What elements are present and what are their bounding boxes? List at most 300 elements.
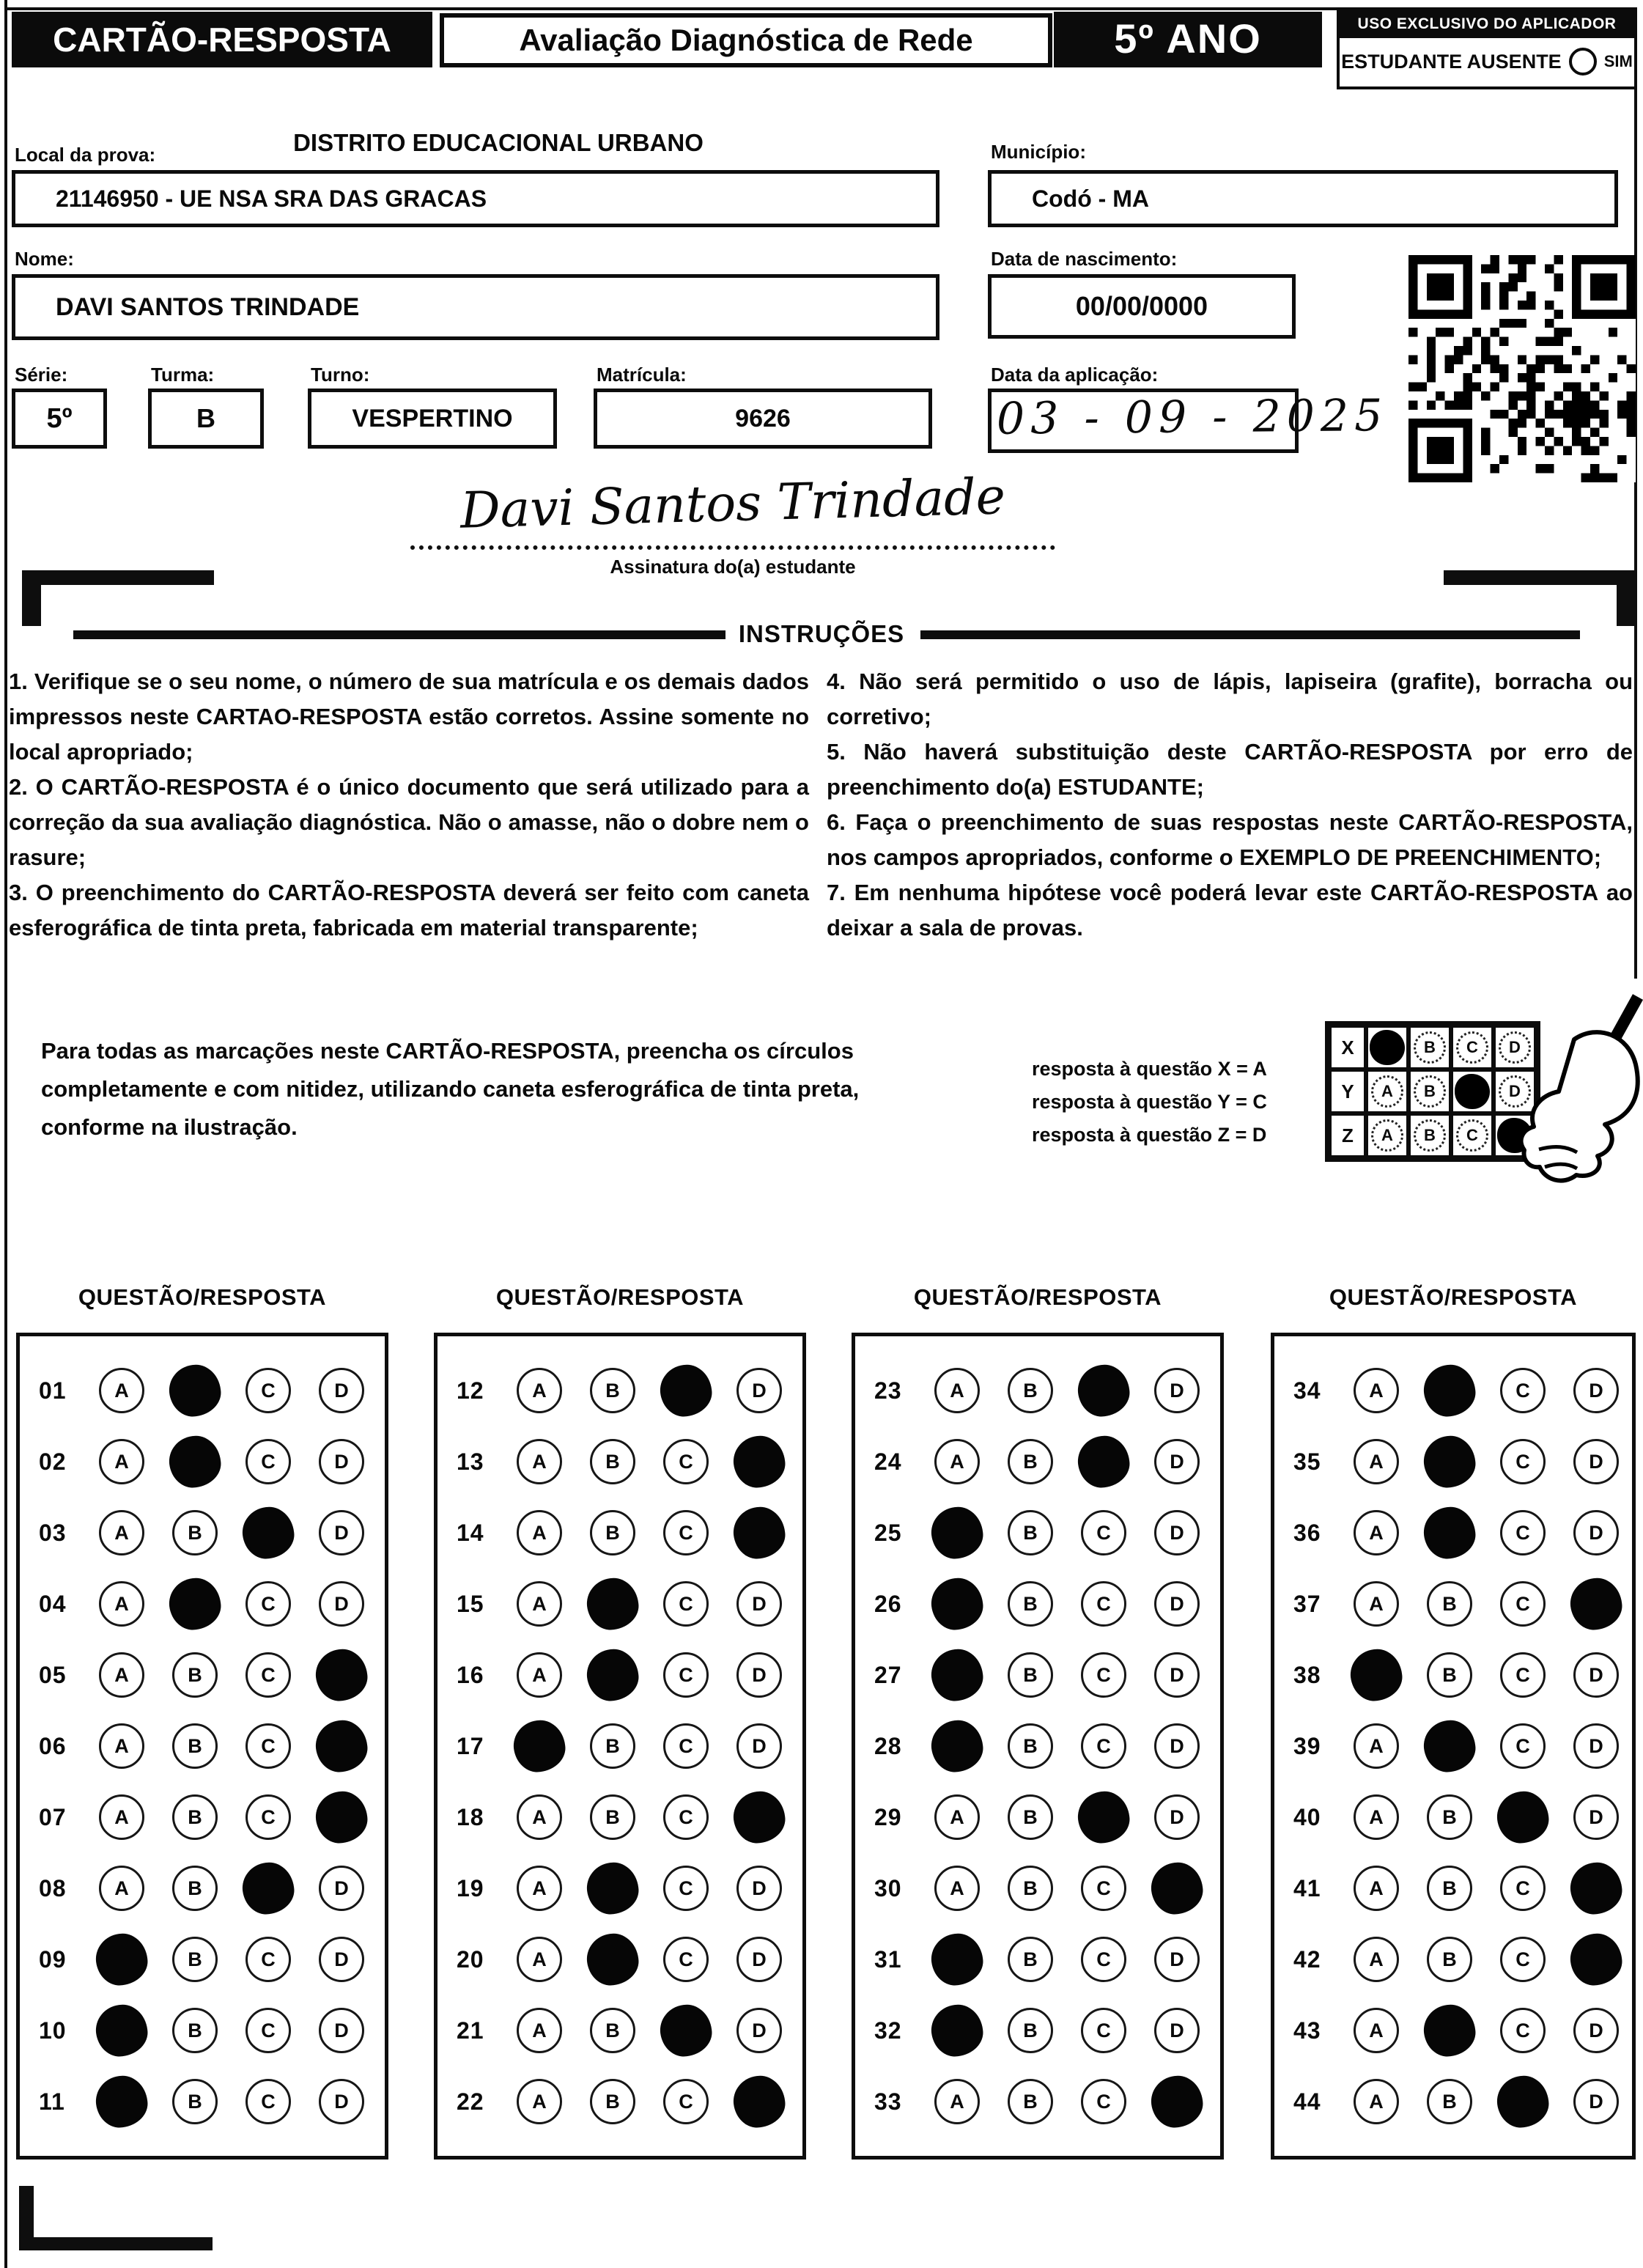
bubble-13-C[interactable]: C <box>663 1439 709 1484</box>
instruction-item: 6. Faça o preenchimento de suas respostas neste CARTÃO-RESPOSTA, nos campos apropriados, conforme o EXEMPLO DE PREENCHIMENTO; <box>827 809 1633 870</box>
instruction-item: 1. Verifique se o seu nome, o número de sua matrícula e os demais dados impressos neste CARTAO-RESPOSTA estão corretos. Assine somente no local apropriado; <box>9 669 809 765</box>
question-row <box>20 1510 385 1555</box>
instructions-rule-left <box>73 630 725 639</box>
bubble-31-C[interactable]: C <box>1081 1937 1126 1982</box>
question-row <box>855 1866 1220 1911</box>
bubble-09-D[interactable]: D <box>319 1937 364 1982</box>
bubble-01-D[interactable]: D <box>319 1368 364 1413</box>
bubble-22-C[interactable]: C <box>663 2079 709 2124</box>
bubble-43-A[interactable]: A <box>1354 2008 1399 2053</box>
bubble-34-C[interactable]: C <box>1500 1368 1546 1413</box>
question-number: 32 <box>874 2017 902 2044</box>
bubble-02-D[interactable]: D <box>319 1439 364 1484</box>
bubble-41-B[interactable]: B <box>1427 1866 1472 1911</box>
bubble-26-A[interactable] <box>928 1575 986 1632</box>
bubble-20-D[interactable]: D <box>736 1937 782 1982</box>
question-row <box>1274 1866 1632 1911</box>
bubble-06-A[interactable]: A <box>99 1723 144 1769</box>
question-number: 01 <box>39 1377 67 1404</box>
bubble-41-D[interactable] <box>1568 1860 1625 1917</box>
bubble-44-A[interactable]: A <box>1354 2079 1399 2124</box>
bubble-38-A[interactable] <box>1348 1646 1405 1704</box>
instruction-item: 4. Não será permitido o uso de lápis, lapiseira (grafite), borracha ou corretivo; <box>827 669 1633 729</box>
bubble-24-D[interactable]: D <box>1154 1439 1200 1484</box>
bubble-14-A[interactable]: A <box>517 1510 562 1555</box>
example-row-label: Y <box>1329 1069 1366 1113</box>
bubble-18-A[interactable]: A <box>517 1794 562 1840</box>
question-row <box>855 1510 1220 1555</box>
question-number: 28 <box>874 1732 902 1759</box>
question-number: 37 <box>1293 1590 1321 1617</box>
question-row <box>855 1439 1220 1484</box>
bubble-40-B[interactable]: B <box>1427 1794 1472 1840</box>
example-bubble-Z-B: B <box>1414 1119 1446 1152</box>
question-row <box>20 1368 385 1413</box>
bubble-32-B[interactable]: B <box>1008 2008 1053 2053</box>
bubble-37-D[interactable] <box>1568 1575 1625 1632</box>
bubble-38-D[interactable]: D <box>1573 1652 1619 1698</box>
bubble-27-B[interactable]: B <box>1008 1652 1053 1698</box>
bubble-16-D[interactable]: D <box>736 1652 782 1698</box>
bubble-09-A[interactable] <box>93 1931 150 1988</box>
bubble-41-A[interactable]: A <box>1354 1866 1399 1911</box>
bubble-05-C[interactable]: C <box>245 1652 291 1698</box>
bubble-07-D[interactable] <box>313 1789 370 1846</box>
bubble-29-A[interactable]: A <box>934 1794 980 1840</box>
bubble-11-A[interactable] <box>93 2073 150 2130</box>
question-row <box>1274 2079 1632 2124</box>
question-row <box>855 1581 1220 1627</box>
bubble-27-C[interactable]: C <box>1081 1652 1126 1698</box>
hand-with-pen-illustration <box>1488 994 1643 1207</box>
bubble-40-A[interactable]: A <box>1354 1794 1399 1840</box>
bubble-44-D[interactable]: D <box>1573 2079 1619 2124</box>
bubble-44-B[interactable]: B <box>1427 2079 1472 2124</box>
question-row <box>437 1510 802 1555</box>
question-number: 09 <box>39 1945 67 1973</box>
question-number: 44 <box>1293 2088 1321 2115</box>
question-number: 31 <box>874 1945 902 1973</box>
bubble-02-A[interactable]: A <box>99 1439 144 1484</box>
example-cell <box>1408 1026 1451 1069</box>
bubble-42-B[interactable]: B <box>1427 1937 1472 1982</box>
bubble-39-C[interactable]: C <box>1500 1723 1546 1769</box>
bubble-17-A[interactable] <box>511 1717 568 1775</box>
bubble-41-C[interactable]: C <box>1500 1866 1546 1911</box>
bubble-17-D[interactable]: D <box>736 1723 782 1769</box>
question-row <box>437 1439 802 1484</box>
bubble-43-C[interactable]: C <box>1500 2008 1546 2053</box>
example-bubble-Z-C: C <box>1456 1119 1488 1152</box>
bubble-44-C[interactable] <box>1494 2073 1551 2130</box>
bubble-13-B[interactable]: B <box>590 1439 635 1484</box>
bubble-11-B[interactable]: B <box>172 2079 218 2124</box>
bubble-07-B[interactable]: B <box>172 1794 218 1840</box>
question-row <box>855 1794 1220 1840</box>
bubble-32-C[interactable]: C <box>1081 2008 1126 2053</box>
bubble-04-B[interactable] <box>166 1575 224 1632</box>
example-bubble-X-C: C <box>1456 1031 1488 1064</box>
example-bubble-X-A <box>1370 1030 1405 1065</box>
question-row <box>437 1652 802 1698</box>
question-number: 06 <box>39 1732 67 1759</box>
question-row <box>20 1581 385 1627</box>
bubble-40-D[interactable]: D <box>1573 1794 1619 1840</box>
example-row-label: Z <box>1329 1113 1366 1157</box>
bubble-05-B[interactable]: B <box>172 1652 218 1698</box>
bubble-03-D[interactable]: D <box>319 1510 364 1555</box>
bubble-16-B[interactable] <box>584 1646 641 1704</box>
example-cell <box>1408 1069 1451 1113</box>
bubble-42-D[interactable] <box>1568 1931 1625 1988</box>
bubble-18-B[interactable]: B <box>590 1794 635 1840</box>
bubble-34-A[interactable]: A <box>1354 1368 1399 1413</box>
bubble-28-D[interactable]: D <box>1154 1723 1200 1769</box>
absent-mark-circle[interactable] <box>1569 48 1597 76</box>
bubble-09-C[interactable]: C <box>245 1937 291 1982</box>
bubble-04-C[interactable]: C <box>245 1581 291 1627</box>
instructions-title: INSTRUÇÕES <box>738 620 905 647</box>
page-edge-right <box>1634 7 1637 979</box>
bubble-37-B[interactable]: B <box>1427 1581 1472 1627</box>
question-number: 13 <box>457 1448 484 1475</box>
bubble-16-C[interactable]: C <box>663 1652 709 1698</box>
bubble-05-A[interactable]: A <box>99 1652 144 1698</box>
bubble-11-C[interactable]: C <box>245 2079 291 2124</box>
municipio-label: Município: <box>991 141 1086 163</box>
bubble-25-A[interactable] <box>928 1504 986 1561</box>
column-title: QUESTÃO/RESPOSTA <box>78 1284 327 1310</box>
question-number: 33 <box>874 2088 902 2115</box>
bubble-28-B[interactable]: B <box>1008 1723 1053 1769</box>
bubble-30-C[interactable]: C <box>1081 1866 1126 1911</box>
bubble-23-B[interactable]: B <box>1008 1368 1053 1413</box>
column-title: QUESTÃO/RESPOSTA <box>495 1284 745 1310</box>
bubble-04-A[interactable]: A <box>99 1581 144 1627</box>
bubble-03-B[interactable]: B <box>172 1510 218 1555</box>
question-row <box>1274 1794 1632 1840</box>
question-row <box>20 2079 385 2124</box>
question-number: 34 <box>1293 1377 1321 1404</box>
example-cell <box>1366 1026 1408 1069</box>
bubble-31-B[interactable]: B <box>1008 1937 1053 1982</box>
question-row <box>855 2079 1220 2124</box>
bubble-43-B[interactable] <box>1421 2002 1478 2059</box>
fill-example-legend <box>1032 1053 1267 1152</box>
bubble-30-B[interactable]: B <box>1008 1866 1053 1911</box>
answer-grid <box>16 1333 388 2160</box>
bubble-39-D[interactable]: D <box>1573 1723 1619 1769</box>
examiner-only-box <box>1337 7 1637 89</box>
question-number: 36 <box>1293 1519 1321 1546</box>
bubble-25-B[interactable]: B <box>1008 1510 1053 1555</box>
instruction-item: 5. Não haverá substituição deste CARTÃO-RESPOSTA por erro de preenchimento do(a) ESTUDANTE; <box>827 739 1633 800</box>
bubble-10-C[interactable]: C <box>245 2008 291 2053</box>
question-number: 17 <box>457 1732 484 1759</box>
question-row <box>855 1723 1220 1769</box>
bubble-39-A[interactable]: A <box>1354 1723 1399 1769</box>
example-legend-line: resposta à questão Z = D <box>1032 1124 1267 1146</box>
matricula-field: 9626 <box>594 389 932 449</box>
question-number: 30 <box>874 1874 902 1901</box>
bubble-35-C[interactable]: C <box>1500 1439 1546 1484</box>
bubble-01-B[interactable] <box>166 1362 224 1419</box>
bubble-33-D[interactable] <box>1148 2073 1206 2130</box>
bubble-36-A[interactable]: A <box>1354 1510 1399 1555</box>
data-nascimento-label: Data de nascimento: <box>991 248 1178 270</box>
instruction-item: 3. O preenchimento do CARTÃO-RESPOSTA deverá ser feito com caneta esferográfica de tinta preta, fabricada em material transparente; <box>9 880 809 940</box>
corner-bracket-top-left <box>22 570 214 585</box>
bubble-28-A[interactable] <box>928 1717 986 1775</box>
bubble-10-D[interactable]: D <box>319 2008 364 2053</box>
bubble-18-D[interactable] <box>731 1789 788 1846</box>
bubble-37-C[interactable]: C <box>1500 1581 1546 1627</box>
bubble-01-C[interactable]: C <box>245 1368 291 1413</box>
handwritten-application-date: 03 - 09 - 2025 <box>996 390 1389 445</box>
bubble-36-D[interactable]: D <box>1573 1510 1619 1555</box>
question-row <box>1274 1439 1632 1484</box>
data-aplicacao-label: Data da aplicação: <box>991 364 1159 386</box>
question-number: 43 <box>1293 2017 1321 2044</box>
question-number: 21 <box>457 2017 484 2044</box>
corner-bracket-top-right-v <box>1617 570 1636 626</box>
column-title: QUESTÃO/RESPOSTA <box>1329 1284 1578 1310</box>
question-number: 14 <box>457 1519 484 1546</box>
bubble-28-C[interactable]: C <box>1081 1723 1126 1769</box>
bubble-05-D[interactable] <box>313 1646 370 1704</box>
question-row <box>437 2008 802 2053</box>
example-bubble-X-B: B <box>1414 1031 1446 1064</box>
question-row <box>855 1937 1220 1982</box>
bubble-19-B[interactable] <box>584 1860 641 1917</box>
signature-line[interactable] <box>410 541 1055 550</box>
bubble-29-D[interactable]: D <box>1154 1794 1200 1840</box>
question-row <box>20 1937 385 1982</box>
bubble-40-C[interactable] <box>1494 1789 1551 1846</box>
bubble-35-B[interactable] <box>1421 1433 1478 1490</box>
instructions-rule-right <box>920 630 1580 639</box>
bubble-23-A[interactable]: A <box>934 1368 980 1413</box>
question-row <box>855 1652 1220 1698</box>
instructions-column-left <box>9 664 809 946</box>
bubble-08-C[interactable] <box>240 1860 297 1917</box>
question-number: 42 <box>1293 1945 1321 1973</box>
question-row <box>437 1937 802 1982</box>
question-row <box>20 1652 385 1698</box>
bubble-25-D[interactable]: D <box>1154 1510 1200 1555</box>
bubble-26-D[interactable]: D <box>1154 1581 1200 1627</box>
question-row <box>855 2008 1220 2053</box>
bubble-22-B[interactable]: B <box>590 2079 635 2124</box>
birth-date-field: 00/00/0000 <box>988 274 1296 339</box>
bubble-17-B[interactable]: B <box>590 1723 635 1769</box>
bubble-16-A[interactable]: A <box>517 1652 562 1698</box>
question-number: 23 <box>874 1377 902 1404</box>
bubble-22-D[interactable] <box>731 2073 788 2130</box>
bubble-19-D[interactable]: D <box>736 1866 782 1911</box>
handwritten-signature: Davi Santos Trindade <box>459 468 1006 540</box>
bubble-02-B[interactable] <box>166 1433 224 1490</box>
bubble-42-C[interactable]: C <box>1500 1937 1546 1982</box>
bubble-21-A[interactable]: A <box>517 2008 562 2053</box>
question-row <box>20 1794 385 1840</box>
local-da-prova-label: Local da prova: <box>15 144 156 166</box>
bubble-33-A[interactable]: A <box>934 2079 980 2124</box>
turma-field: B <box>148 389 264 449</box>
bubble-39-B[interactable] <box>1421 1717 1478 1775</box>
bubble-10-B[interactable]: B <box>172 2008 218 2053</box>
school-field: 21146950 - UE NSA SRA DAS GRACAS <box>12 170 939 227</box>
bubble-19-C[interactable]: C <box>663 1866 709 1911</box>
question-number: 05 <box>39 1661 67 1688</box>
bubble-15-A[interactable]: A <box>517 1581 562 1627</box>
bubble-08-B[interactable]: B <box>172 1866 218 1911</box>
bubble-27-A[interactable] <box>928 1646 986 1704</box>
answer-column <box>852 1284 1224 2160</box>
bubble-30-D[interactable] <box>1148 1860 1206 1917</box>
bubble-35-D[interactable]: D <box>1573 1439 1619 1484</box>
question-number: 11 <box>39 2088 65 2115</box>
bubble-23-D[interactable]: D <box>1154 1368 1200 1413</box>
bubble-43-D[interactable]: D <box>1573 2008 1619 2053</box>
bubble-06-D[interactable] <box>313 1717 370 1775</box>
student-name-field: DAVI SANTOS TRINDADE <box>12 274 939 340</box>
bubble-18-C[interactable]: C <box>663 1794 709 1840</box>
question-row <box>437 1368 802 1413</box>
bubble-20-B[interactable] <box>584 1931 641 1988</box>
bubble-36-B[interactable] <box>1421 1504 1478 1561</box>
question-number: 12 <box>457 1377 484 1404</box>
bubble-26-B[interactable]: B <box>1008 1581 1053 1627</box>
bubble-36-C[interactable]: C <box>1500 1510 1546 1555</box>
bubble-11-D[interactable]: D <box>319 2079 364 2124</box>
bubble-19-A[interactable]: A <box>517 1866 562 1911</box>
bubble-08-D[interactable]: D <box>319 1866 364 1911</box>
question-row <box>437 1866 802 1911</box>
bubble-06-C[interactable]: C <box>245 1723 291 1769</box>
turno-field: VESPERTINO <box>308 389 557 449</box>
example-bubble-Y-A: A <box>1371 1075 1403 1108</box>
bubble-14-D[interactable] <box>731 1504 788 1561</box>
bubble-15-D[interactable]: D <box>736 1581 782 1627</box>
question-number: 40 <box>1293 1803 1321 1830</box>
bubble-30-A[interactable]: A <box>934 1866 980 1911</box>
nome-label: Nome: <box>15 248 74 270</box>
bubble-37-A[interactable]: A <box>1354 1581 1399 1627</box>
column-title: QUESTÃO/RESPOSTA <box>913 1284 1162 1310</box>
bubble-27-D[interactable]: D <box>1154 1652 1200 1698</box>
bubble-12-B[interactable]: B <box>590 1368 635 1413</box>
bubble-21-B[interactable]: B <box>590 2008 635 2053</box>
bubble-25-C[interactable]: C <box>1081 1510 1126 1555</box>
bubble-13-D[interactable] <box>731 1433 788 1490</box>
bubble-23-C[interactable] <box>1075 1362 1132 1419</box>
question-number: 35 <box>1293 1448 1321 1475</box>
bubble-24-C[interactable] <box>1075 1433 1132 1490</box>
bubble-38-C[interactable]: C <box>1500 1652 1546 1698</box>
question-number: 24 <box>874 1448 902 1475</box>
bubble-14-B[interactable]: B <box>590 1510 635 1555</box>
bubble-06-B[interactable]: B <box>172 1723 218 1769</box>
bubble-21-C[interactable] <box>657 2002 715 2059</box>
bubble-31-D[interactable]: D <box>1154 1937 1200 1982</box>
example-bubble-X-D: D <box>1499 1031 1531 1064</box>
bubble-07-C[interactable]: C <box>245 1794 291 1840</box>
bubble-03-A[interactable]: A <box>99 1510 144 1555</box>
bubble-20-A[interactable]: A <box>517 1937 562 1982</box>
example-bubble-Y-C <box>1455 1074 1490 1109</box>
question-row <box>20 1439 385 1484</box>
bubble-12-D[interactable]: D <box>736 1368 782 1413</box>
bubble-24-B[interactable]: B <box>1008 1439 1053 1484</box>
bubble-38-B[interactable]: B <box>1427 1652 1472 1698</box>
turma-label: Turma: <box>151 364 215 386</box>
bubble-32-D[interactable]: D <box>1154 2008 1200 2053</box>
bubble-03-C[interactable] <box>240 1504 297 1561</box>
example-bubble-Z-A: A <box>1371 1119 1403 1152</box>
bubble-34-B[interactable] <box>1421 1362 1478 1419</box>
absent-sim-label: SIM <box>1603 52 1633 70</box>
bubble-15-B[interactable] <box>584 1575 641 1632</box>
question-row <box>20 1723 385 1769</box>
question-number: 03 <box>39 1519 67 1546</box>
example-row-label: X <box>1329 1026 1366 1069</box>
bubble-04-D[interactable]: D <box>319 1581 364 1627</box>
bubble-33-C[interactable]: C <box>1081 2079 1126 2124</box>
bubble-26-C[interactable]: C <box>1081 1581 1126 1627</box>
corner-bracket-bottom-left <box>19 2237 213 2250</box>
bubble-42-A[interactable]: A <box>1354 1937 1399 1982</box>
bubble-20-C[interactable]: C <box>663 1937 709 1982</box>
bubble-14-C[interactable]: C <box>663 1510 709 1555</box>
bubble-17-C[interactable]: C <box>663 1723 709 1769</box>
instruction-item: 2. O CARTÃO-RESPOSTA é o único documento que será utilizado para a correção da sua avaliação diagnóstica. Não o amasse, não o dobre nem o rasure; <box>9 774 809 870</box>
bubble-29-B[interactable]: B <box>1008 1794 1053 1840</box>
bubble-21-D[interactable]: D <box>736 2008 782 2053</box>
example-cell <box>1408 1113 1451 1157</box>
bubble-09-B[interactable]: B <box>172 1937 218 1982</box>
bubble-01-A[interactable]: A <box>99 1368 144 1413</box>
bubble-12-A[interactable]: A <box>517 1368 562 1413</box>
municipio-field: Codó - MA <box>988 170 1618 227</box>
instructions-column-right <box>827 664 1633 946</box>
bubble-10-A[interactable] <box>93 2002 150 2059</box>
bubble-15-C[interactable]: C <box>663 1581 709 1627</box>
serie-label: Série: <box>15 364 68 386</box>
bubble-35-A[interactable]: A <box>1354 1439 1399 1484</box>
bubble-31-A[interactable] <box>928 1931 986 1988</box>
assessment-title: Avaliação Diagnóstica de Rede <box>440 13 1052 67</box>
bubble-24-A[interactable]: A <box>934 1439 980 1484</box>
question-number: 41 <box>1293 1874 1321 1901</box>
bubble-02-C[interactable]: C <box>245 1439 291 1484</box>
bubble-32-A[interactable] <box>928 2002 986 2059</box>
question-number: 04 <box>39 1590 67 1617</box>
bubble-13-A[interactable]: A <box>517 1439 562 1484</box>
bubble-22-A[interactable]: A <box>517 2079 562 2124</box>
bubble-07-A[interactable]: A <box>99 1794 144 1840</box>
serie-field: 5º <box>12 389 107 449</box>
answer-column <box>434 1284 806 2160</box>
bubble-29-C[interactable] <box>1075 1789 1132 1846</box>
bubble-34-D[interactable]: D <box>1573 1368 1619 1413</box>
bubble-12-C[interactable] <box>657 1362 715 1419</box>
answer-grid <box>1271 1333 1636 2160</box>
question-row <box>20 1866 385 1911</box>
bubble-08-A[interactable]: A <box>99 1866 144 1911</box>
corner-bracket-top-right <box>1444 570 1636 585</box>
bubble-33-B[interactable]: B <box>1008 2079 1053 2124</box>
